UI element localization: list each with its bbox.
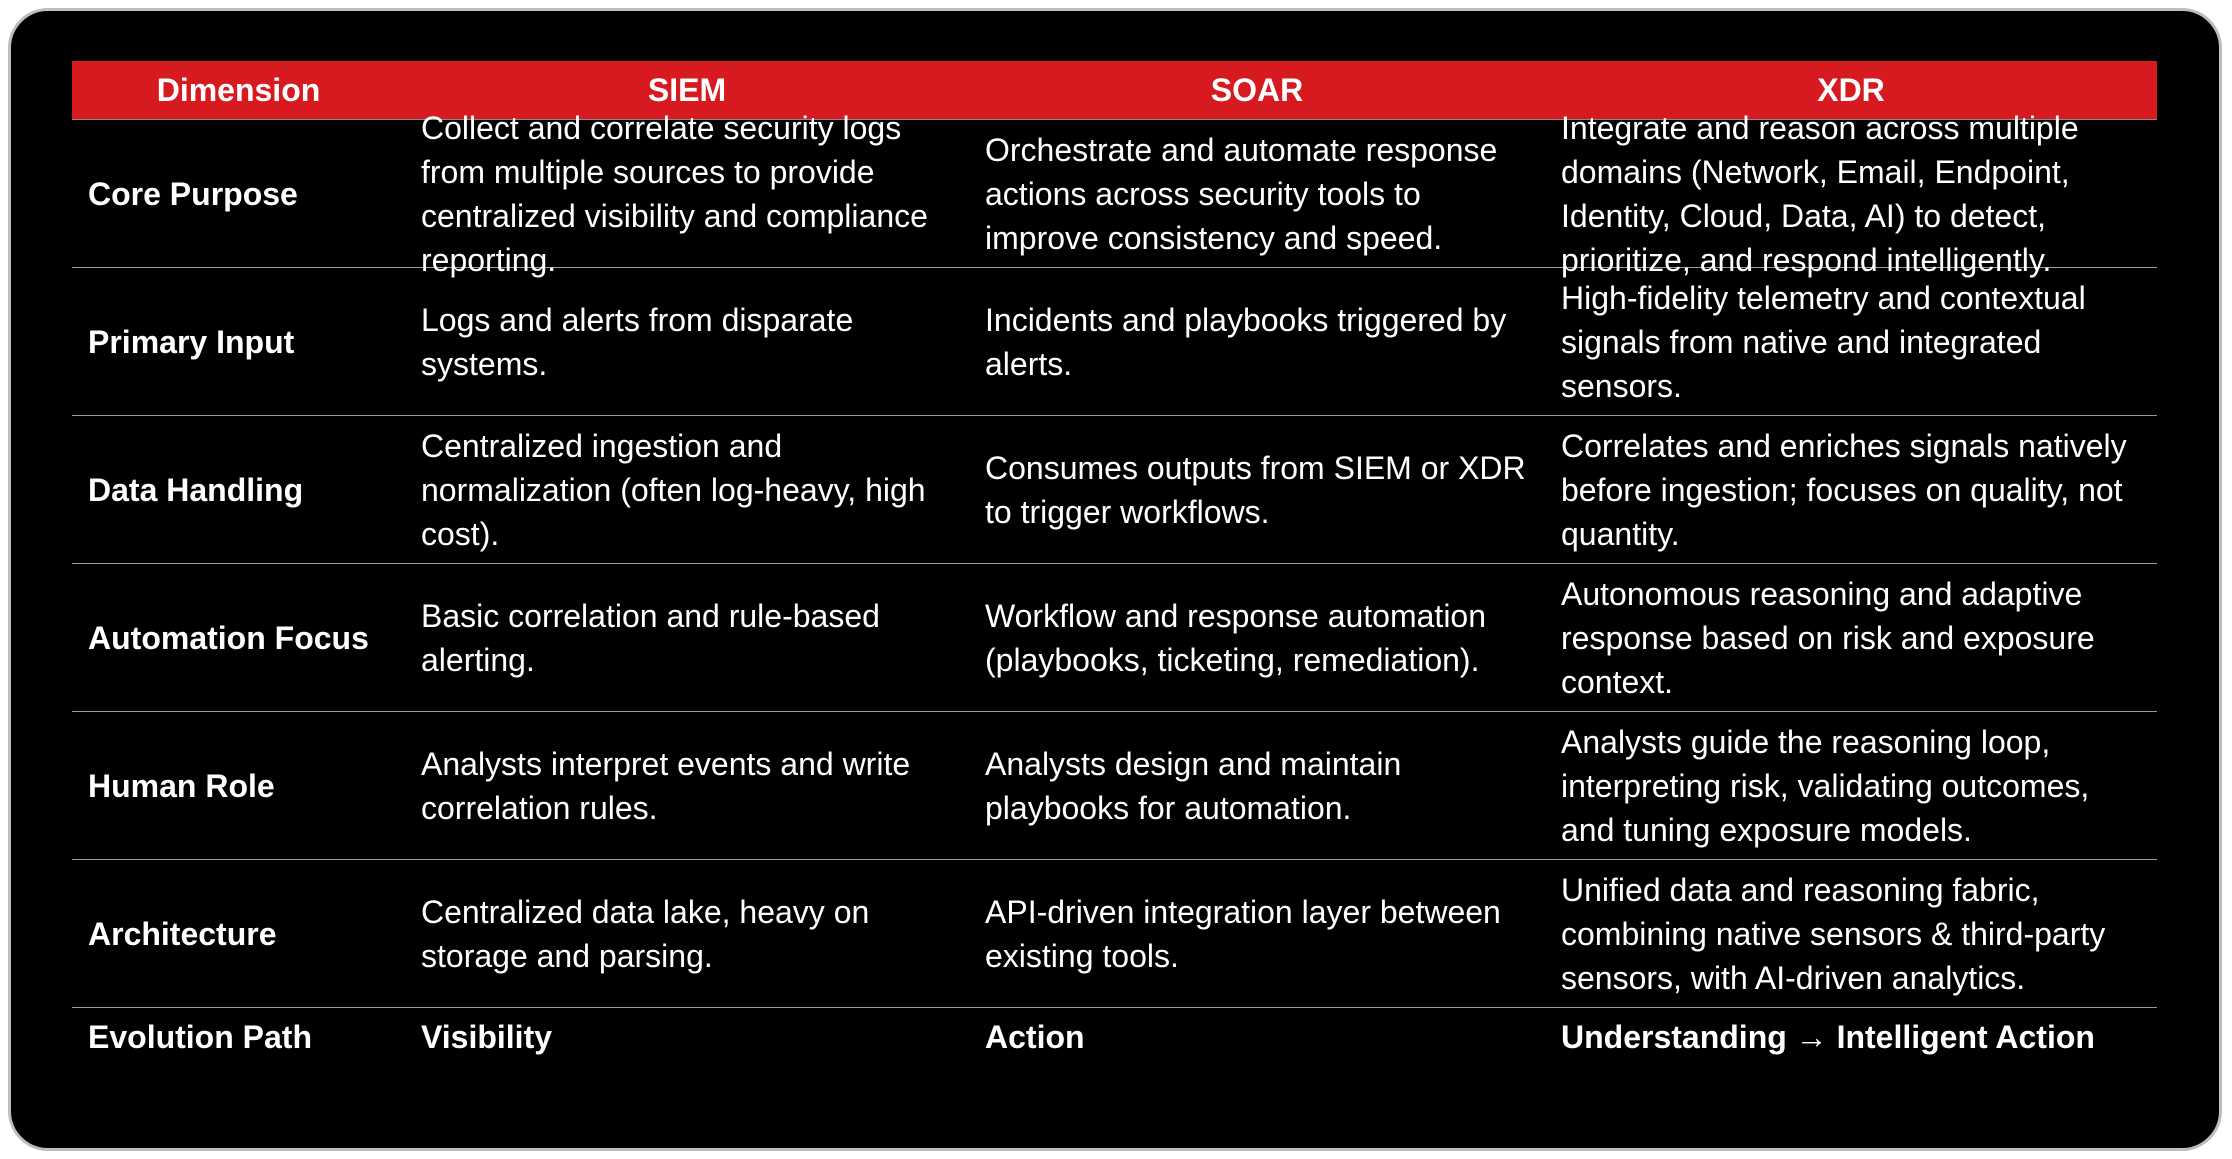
siem-cell: Collect and correlate security logs from multiple sources to provide centralized visibility and compliance reporting. [421, 109, 928, 278]
table-row-primary-input [72, 268, 2157, 416]
siem-cell: Centralized ingestion and normalization (often log-heavy, high cost). [421, 427, 926, 552]
row-dimension-label: Core Purpose [88, 175, 298, 212]
siem-cell: Analysts interpret events and write correlation rules. [421, 745, 911, 826]
xdr-cell: Correlates and enriches signals natively before ingestion; focuses on quality, not quantity. [1561, 427, 2127, 552]
row-dimension-label: Data Handling [88, 471, 304, 508]
row-dimension-label: Evolution Path [88, 1019, 312, 1055]
comparison-table [72, 61, 2157, 1066]
soar-cell: Analysts design and maintain playbooks for automation. [985, 745, 1402, 826]
xdr-cell: Autonomous reasoning and adaptive response based on risk and exposure context. [1561, 575, 2095, 700]
header-soar: SOAR [1210, 72, 1304, 108]
header-siem: SIEM [647, 72, 727, 108]
table-row-data-handling [72, 416, 2157, 564]
siem-cell: Basic correlation and rule-based alerting. [421, 597, 880, 678]
soar-cell: Workflow and response automation (playbooks, ticketing, remediation). [985, 597, 1487, 678]
siem-cell: Centralized data lake, heavy on storage and parsing. [421, 893, 870, 974]
xdr-cell: Unified data and reasoning fabric, combining native sensors & third-party sensors, with AI-driven analytics. [1561, 871, 2106, 996]
table-panel [8, 8, 2222, 1151]
xdr-cell: Analysts guide the reasoning loop, interpreting risk, validating outcomes, and tuning exposure models. [1561, 723, 2090, 848]
table-row-evolution-path [72, 1008, 2157, 1066]
soar-cell: Action [985, 1019, 1085, 1055]
table-row-core-purpose [72, 109, 2157, 278]
row-dimension-label: Primary Input [88, 323, 295, 360]
siem-cell: Visibility [421, 1019, 553, 1055]
xdr-cell: Integrate and reason across multiple domains (Network, Email, Endpoint, Identity, Cloud, Data, AI) to detect, prioritize, and respond intelligently. [1561, 109, 2079, 278]
siem-cell: Logs and alerts from disparate systems. [421, 301, 854, 382]
table-row-human-role [72, 712, 2157, 860]
soar-cell: Orchestrate and automate response actions across security tools to improve consistency and speed. [985, 131, 1498, 256]
soar-cell: Consumes outputs from SIEM or XDR to trigger workflows. [985, 449, 1526, 530]
row-dimension-label: Automation Focus [88, 619, 369, 656]
row-dimension-label: Human Role [88, 767, 275, 804]
xdr-cell: Understanding → Intelligent Action [1561, 1019, 2095, 1055]
table-row-automation-focus [72, 564, 2157, 712]
soar-cell: API-driven integration layer between existing tools. [985, 893, 1501, 974]
row-dimension-label: Architecture [88, 915, 277, 952]
header-xdr: XDR [1817, 72, 1885, 108]
xdr-cell: High-fidelity telemetry and contextual signals from native and integrated sensors. [1561, 279, 2086, 404]
header-dimension: Dimension [156, 72, 321, 108]
soar-cell: Incidents and playbooks triggered by alerts. [985, 301, 1507, 382]
table-row-architecture [72, 860, 2157, 1008]
